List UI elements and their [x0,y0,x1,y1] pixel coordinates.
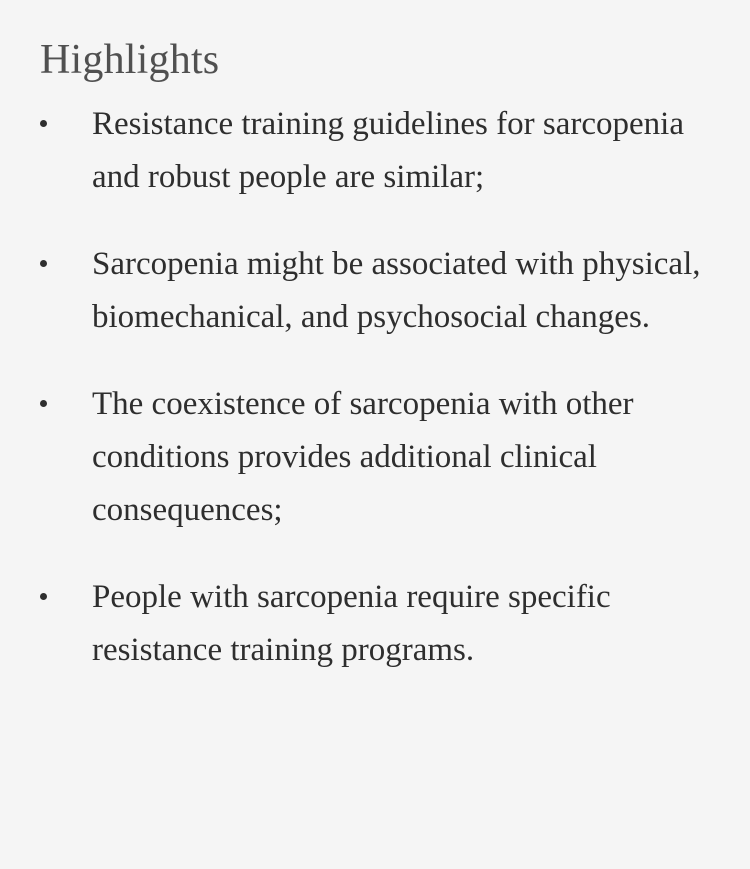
list-item-text: Sarcopenia might be associated with physical, biomechanical, and psychosocial changes. [92,246,701,335]
list-item [40,238,702,344]
bullet-icon [40,260,47,267]
list-item-text: The coexistence of sarcopenia with other conditions provides additional clinical consequences; [92,386,634,528]
list-item-text: People with sarcopenia require specific resistance training programs. [92,579,611,668]
list-item [40,571,702,677]
highlights-list [40,98,710,677]
list-item-text: Resistance training guidelines for sarcopenia and robust people are similar; [92,106,684,195]
highlights-heading: Highlights [40,37,220,83]
bullet-icon [40,400,47,407]
bullet-icon [40,120,47,127]
bullet-icon [40,593,47,600]
list-item [40,378,702,537]
list-item [40,98,702,204]
